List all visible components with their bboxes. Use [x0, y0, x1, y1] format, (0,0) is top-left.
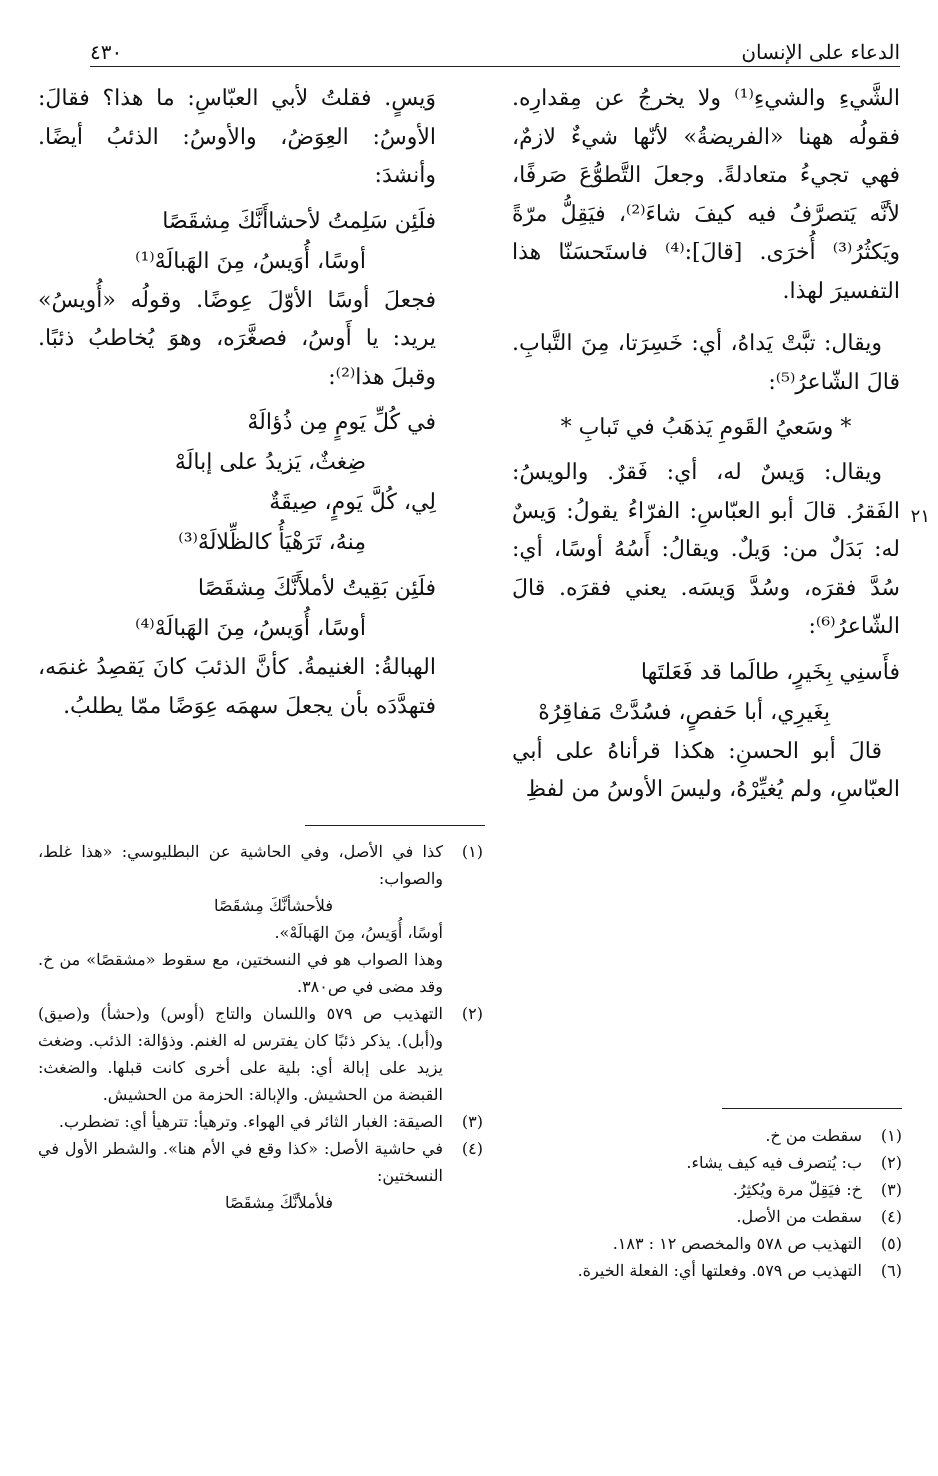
- paragraph: الهبالةُ: الغنيمةُ. كأنَّ الذئبَ كانَ يَقصِدُ غنمَه، فتهدَّدَه بأن يجعلَ سهمَه عِوَضًا ممّا يطلبُ.: [38, 655, 436, 719]
- footnote-number: (٤): [461, 1139, 483, 1158]
- verse-line: ضِغثٌ، يَزيدُ على إبالَهْ: [174, 450, 366, 475]
- footnote-separator: [722, 1108, 902, 1109]
- verse-line: بِغَيرِي، أبا حَفصٍ، فسُدَّتْ مَفاقِرُهْ: [538, 699, 830, 725]
- paragraph: ويقال: وَيسٌ له، أي: فَقرٌ. والويسُ: الفَقرُ. قالَ أبو العبّاسِ: الفرّاءُ يقولُ: وَيسٌ له: بَدَلٌ من: وَيلٌ. ويقالُ: أَسُهُ أوسًا، أي: سُدَّ فقرَه، وسُدَّ وَيسَه. يعني فقرَه. قالَ الشّاعرُ⁽⁶⁾:: [512, 460, 900, 639]
- verse-line: فأَسنِي بِخَيرٍ، طالَما قد فَعَلتَها: [640, 659, 900, 685]
- verse-line: لِي، كُلَّ يَومٍ، صِيقَةٌ: [269, 490, 436, 515]
- verse-line: * وسَعيُ القَومِ يَذهَبُ في تَبابِ *: [560, 415, 852, 440]
- footnote-number: (١): [880, 1126, 902, 1145]
- footnote-text: سقطت من خ.: [765, 1126, 862, 1145]
- running-header: [90, 38, 900, 67]
- footnote: [470, 1122, 902, 1149]
- header-title: الدعاء على الإنسان: [741, 40, 900, 64]
- verse-line: مِنهُ، تَرَهْيَأُ كالظِّلالَهْ⁽³⁾: [178, 530, 366, 555]
- footnote-text: التهذيب ص ٥٧٨ والمخصص ١٢ : ١٨٣.: [612, 1234, 862, 1253]
- footnote-text: في حاشية الأصل: «كذا وقع في الأم هنا». والشطر الأول في النسختين:: [38, 1139, 443, 1185]
- footnote-number: (٢): [461, 1004, 483, 1023]
- footnote-number: (٤): [880, 1207, 902, 1226]
- footnotes-left: [38, 838, 483, 1216]
- footnote-text: الصيقة: الغبار الثائر في الهواء. وترهيأ: تترهيأ أي: تضطرب.: [58, 1112, 443, 1131]
- footnote-verse: فلأحشأنَّكَ مِشقَصًا: [214, 896, 333, 915]
- margin-number: ٢١: [910, 506, 930, 527]
- footnote: [470, 1257, 902, 1284]
- footnote-number: (٣): [880, 1180, 902, 1199]
- footnote-separator: [305, 825, 485, 826]
- verse-line: في كُلِّ يَومٍ مِن ذُؤالَهْ: [247, 410, 436, 435]
- paragraph: ويقال: تبَّتْ يَداهُ، أي: خَسِرَتا، مِنَ التَّبابِ. قالَ الشّاعرُ⁽⁵⁾:: [512, 331, 900, 395]
- footnote-text: خ: فيَقِلّ مرة ويُكثِرُ.: [732, 1180, 862, 1199]
- footnote-text: وهذا الصواب هو في النسختين، مع سقوط «مشقصًا» من خ. وقد مضى في ص٣٨٠.: [38, 950, 443, 996]
- footnote: [38, 1000, 483, 1108]
- verse-line: فلَئِن بَقِيتُ لأملأَنَّكَ مِشقَصًا: [197, 576, 436, 601]
- verse-line: أوسًا، أُوَيسُ، مِنَ الهَبالَهْ⁽¹⁾: [135, 248, 366, 274]
- footnote-text: التهذيب ص ٥٧٩ واللسان والتاج (أوس) و(حشأ) و(صيق) و(أبل). يذكر ذئبًا كان يفترس له الغنم. وذؤالة: الذئب. وضغث يزيد على إبالة أي: بلية على أخرى كانت قبلها. والضغث: القبضة من الحشيش. والإبالة: الحزمة من الحشيش.: [38, 1004, 443, 1104]
- paragraph: الشَّيءِ والشيءِ⁽¹⁾ ولا يخرجُ عن مِقدارِه. فقولُه ههنا «الفريضةُ» لأنّها شيءٌ لازمٌ، فهي تجيءُ متعادلةً. وجعلَ التَّطوُّعَ صَرفًا، لأنَّه يَتصرَّفُ فيه كيفَ شاءَ⁽²⁾، فيَقِلُّ مرّةً ويَكثُرُ⁽³⁾ أُخرَى. [قالَ]:⁽⁴⁾ فاستَحسَنّا هذا التفسيرَ لهذا.: [512, 86, 900, 304]
- footnote-number: (٢): [880, 1153, 902, 1172]
- right-column: [512, 80, 900, 810]
- paragraph: وَيسٍ. فقلتُ لأبي العبّاسِ: ما هذا؟ فقالَ: الأوسُ: العِوَضُ، والأوسُ: الذئبُ أيضًا. وأنشدَ:: [38, 86, 436, 188]
- footnote-number: (٥): [880, 1234, 902, 1253]
- footnote: [470, 1176, 902, 1203]
- verse-line: فلَئِن سَلِمتُ لأحشاأَنَّكَ مِشقَصًا: [162, 208, 436, 234]
- footnote-text: التهذيب ص ٥٧٩. وفعلتها أي: الفعلة الخيرة.: [577, 1261, 862, 1280]
- footnote-number: (٦): [880, 1261, 902, 1280]
- footnote: [470, 1230, 902, 1257]
- paragraph: قالَ أبو الحسنِ: هكذا قرأناهُ على أبي العبّاسِ، ولم يُغيِّرْهُ، وليسَ الأوسُ من لفظِ: [512, 738, 900, 802]
- footnote: [470, 1149, 902, 1176]
- page-number: ٤٣٠: [90, 40, 123, 64]
- footnote-text: سقطت من الأصل.: [736, 1207, 862, 1226]
- footnote: [38, 1108, 483, 1135]
- verse-line: أوسًا، أُوَيسُ، مِنَ الهَبالَهْ⁽⁴⁾: [135, 616, 366, 641]
- footnote: [38, 1135, 483, 1216]
- footnote-number: (٣): [461, 1112, 483, 1131]
- paragraph: فجعلَ أوسًا الأوّلَ عِوضًا. وقولُه «أُويسُ» يريد: يا أَوسُ، فصغَّرَه، وهوَ يُخاطبُ ذئبًا. وقبلَ هذا⁽²⁾:: [38, 287, 436, 390]
- footnote: [470, 1203, 902, 1230]
- footnote-text: كذا في الأصل، وفي الحاشية عن البطليوسي: «هذا غلط، والصواب:: [38, 842, 443, 888]
- footnote-verse: أوسًا، أُوَيسُ، مِنَ الهَبالَهْ».: [274, 923, 443, 942]
- footnote-number: (١): [461, 842, 483, 861]
- footnote: [38, 838, 483, 1000]
- footnotes-right: [470, 1122, 902, 1284]
- footnote-text: ب: يُتصرف فيه كيف يشاء.: [686, 1153, 862, 1172]
- left-column: [38, 80, 436, 726]
- footnote-verse: فلأملأنَّكَ مِشقَصًا: [224, 1193, 333, 1212]
